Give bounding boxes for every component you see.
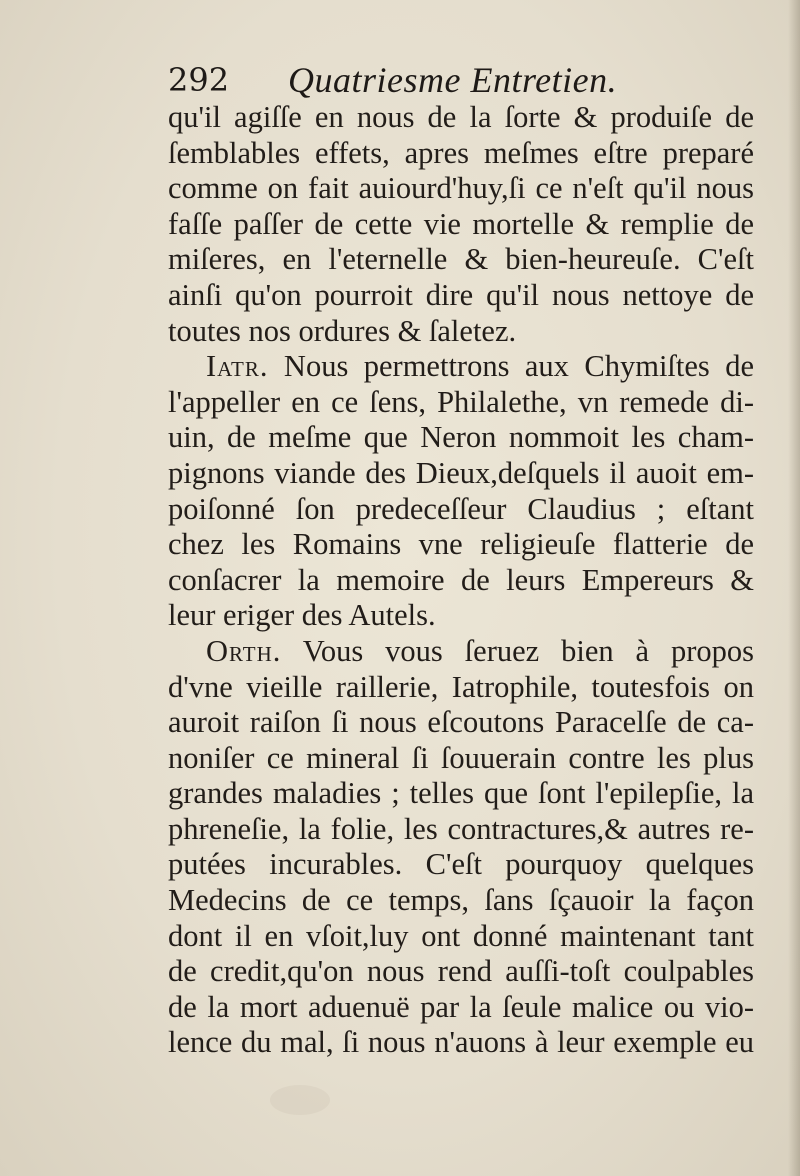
- text-line: phreneſie, la folie, les contractures,& autres re-: [168, 811, 754, 846]
- paragraph-first-line: [168, 349, 754, 385]
- text-line: comme on fait auiourd'huy,ſi ce n'eſt qu'il nous: [168, 171, 754, 206]
- text-line: uin, de meſme que Neron nommoit les cham-: [168, 420, 754, 455]
- text-line: dont il en vſoit,luy ont donné maintenant tant: [168, 918, 754, 953]
- text-line: d'vne vieille raillerie, Iatrophile, toutesfois on: [168, 669, 754, 704]
- text-line: de credit,qu'on nous rend auſſi-toſt coulpables: [168, 954, 754, 989]
- text-line: l'appeller en ce ſens, Philalethe, vn remede di-: [168, 384, 754, 419]
- text-line: lence du mal, ſi nous n'auons à leur exemple eu: [168, 1025, 754, 1060]
- paper-stain: [270, 1085, 330, 1115]
- speaker-label: Orth.: [206, 633, 282, 668]
- text-line: faſſe paſſer de cette vie mortelle & remplie de: [168, 206, 754, 241]
- text-line: poiſonné ſon predeceſſeur Claudius ; eſtant: [168, 491, 754, 526]
- text-line: noniſer ce mineral ſi ſouuerain contre les plus: [168, 740, 754, 775]
- text-line: toutes nos ordures & ſaletez.: [168, 313, 517, 348]
- text-line: leur eriger des Autels.: [168, 598, 436, 633]
- speaker-label: Iatr.: [206, 349, 269, 384]
- text-line: chez les Romains vne religieuſe flatterie de: [168, 527, 754, 562]
- page-edge-shadow: [788, 0, 800, 1176]
- paragraph-first-line: [168, 634, 754, 670]
- text-line: Medecins de ce temps, ſans ſçauoir la façon: [168, 883, 754, 918]
- text-line: qu'il agiſſe en nous de la ſorte & produiſe de: [168, 100, 754, 134]
- text-line: de la mort aduenuë par la ſeule malice ou vio-: [168, 989, 754, 1024]
- text-line: miſeres, en l'eternelle & bien-heureuſe. C'eſt: [168, 242, 754, 277]
- text-line: auroit raiſon ſi nous eſcoutons Paracelſe de ca-: [168, 705, 754, 740]
- body-text: [168, 100, 754, 1061]
- running-head: Quatriesme Entretien.: [288, 60, 618, 100]
- page-number: 292: [168, 61, 230, 99]
- text-line: putées incurables. C'eſt pourquoy quelques: [168, 847, 754, 882]
- page-header: [168, 55, 758, 105]
- text-span: Nous permettrons aux Chymiſtes de: [283, 349, 755, 384]
- text-line: conſacrer la memoire de leurs Empereurs &: [168, 562, 754, 597]
- text-line: grandes maladies ; telles que ſont l'epilepſie, la: [168, 776, 754, 811]
- text-line: ainſi qu'on pourroit dire qu'il nous nettoye de: [168, 277, 754, 312]
- text-line: ſemblables effets, apres meſmes eſtre preparé: [168, 135, 754, 170]
- text-line: pignons viande des Dieux,deſquels il auoit em-: [168, 455, 754, 490]
- text-span: Vous vous ſeruez bien à propos: [302, 633, 754, 668]
